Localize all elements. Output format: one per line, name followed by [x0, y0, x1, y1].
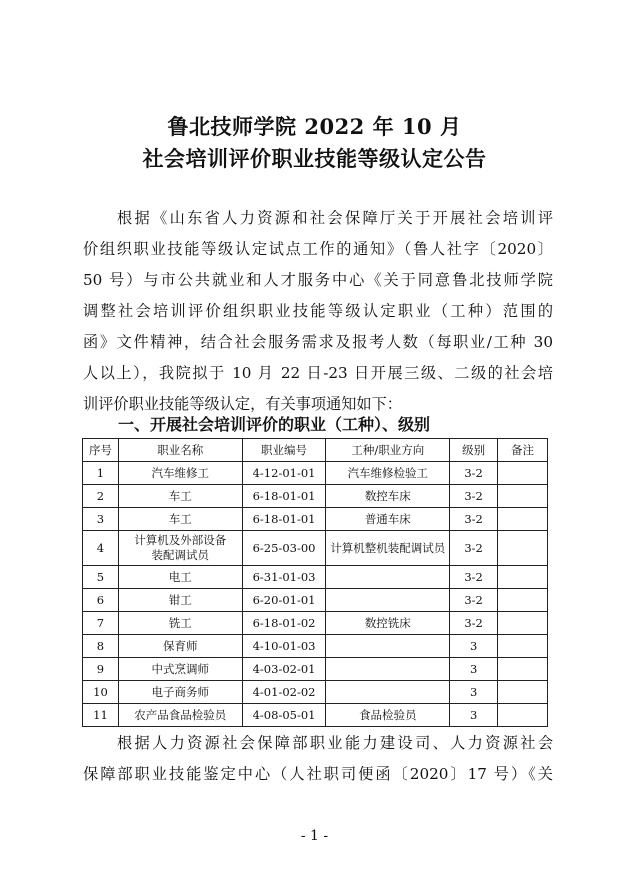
cell-note: [498, 589, 548, 612]
cell-note: [498, 612, 548, 635]
cell-name: [118, 704, 242, 727]
cell-name-line: 电子商务师: [151, 685, 210, 699]
intro-line: 根据《山东省人力资源和社会保障厅关于开展社会培训评: [117, 209, 553, 227]
cell-code: 6-31-01-03: [242, 566, 326, 589]
cell-level: 3-2: [450, 462, 498, 485]
cell-name: [118, 658, 242, 681]
cell-code: 6-20-01-01: [242, 589, 326, 612]
cell-name-line: 汽车维修工: [151, 466, 210, 480]
cell-no: 8: [83, 635, 119, 658]
page-number: - 1 -: [300, 828, 329, 844]
occupation-table: [82, 438, 548, 727]
intro-line: 人以上），我院拟于 10 月 22 日-23 日开展三级、二级的社会培: [83, 364, 553, 382]
cell-level: 3: [450, 681, 498, 704]
cell-name-line: 农产品食品检验员: [134, 708, 227, 722]
cell-name-line: 车工: [168, 489, 192, 503]
table-row: [83, 658, 548, 681]
cell-direction: [326, 681, 450, 704]
intro-line: 函》文件精神，结合社会服务需求及报考人数（每职业/工种 30: [83, 333, 553, 351]
cell-direction: [326, 589, 450, 612]
intro-line: 调整社会培训评价组织职业技能等级认定职业（工种）范围的: [83, 302, 553, 320]
cell-level: 3: [450, 704, 498, 727]
cell-direction: [326, 566, 450, 589]
title-line-1: 鲁北技师学院 2022 年 10 月: [167, 114, 462, 139]
table-row: [83, 485, 548, 508]
cell-no: 10: [83, 681, 119, 704]
cell-name: [118, 508, 242, 531]
header-name: 职业名称: [118, 439, 242, 462]
cell-code: 4-08-05-01: [242, 704, 326, 727]
cell-code: 4-03-02-01: [242, 658, 326, 681]
title-line-2: 社会培训评价职业技能等级认定公告: [142, 146, 487, 171]
cell-level: 3: [450, 658, 498, 681]
table-row: [83, 531, 548, 566]
cell-name: [118, 589, 242, 612]
cell-direction: 食品检验员: [326, 704, 450, 727]
cell-code: 6-25-03-00: [242, 531, 326, 566]
cell-direction: 汽车维修检验工: [326, 462, 450, 485]
cell-code: 6-18-01-01: [242, 508, 326, 531]
cell-name: [118, 681, 242, 704]
intro-line: 价组织职业技能等级认定试点工作的通知》（鲁人社字〔2020〕: [83, 240, 553, 258]
cell-direction: [326, 658, 450, 681]
cell-note: [498, 635, 548, 658]
cell-code: 6-18-01-01: [242, 485, 326, 508]
cell-name-line: 中式烹调师: [151, 662, 210, 676]
cell-note: [498, 704, 548, 727]
cell-direction: 数控铣床: [326, 612, 450, 635]
cell-level: 3-2: [450, 566, 498, 589]
table-row: [83, 462, 548, 485]
intro-line: 训评价职业技能等级认定，有关事项通知如下：: [83, 395, 402, 413]
cell-no: 6: [83, 589, 119, 612]
cell-name-line: 车工: [168, 512, 192, 526]
section-heading: 一、开展社会培训评价的职业（工种）、级别: [118, 415, 431, 434]
cell-name: [118, 485, 242, 508]
header-no: 序号: [83, 439, 119, 462]
cell-direction: 数控车床: [326, 485, 450, 508]
closing-paragraph: [83, 728, 553, 790]
cell-code: 6-18-01-02: [242, 612, 326, 635]
intro-paragraph: [83, 203, 553, 420]
cell-code: 4-12-01-01: [242, 462, 326, 485]
cell-no: 4: [83, 531, 119, 566]
cell-name-line: 保育师: [163, 639, 198, 653]
cell-note: [498, 566, 548, 589]
cell-note: [498, 462, 548, 485]
cell-no: 1: [83, 462, 119, 485]
cell-name: [118, 566, 242, 589]
header-direction: 工种/职业方向: [326, 439, 450, 462]
header-level: 级别: [450, 439, 498, 462]
cell-name-line: 铣工: [168, 616, 192, 630]
cell-name: [118, 635, 242, 658]
cell-direction: 计算机整机装配调试员: [326, 531, 450, 566]
cell-level: 3: [450, 635, 498, 658]
cell-note: [498, 508, 548, 531]
cell-direction: 普通车床: [326, 508, 450, 531]
table-row: [83, 566, 548, 589]
closing-line: 保障部职业技能鉴定中心（人社职司便函〔2020〕17 号）《关: [83, 765, 553, 783]
cell-level: 3-2: [450, 508, 498, 531]
cell-name: [118, 612, 242, 635]
cell-name: [118, 531, 242, 566]
cell-name-line: 钳工: [168, 593, 192, 607]
cell-name: [118, 462, 242, 485]
table-row: [83, 612, 548, 635]
table-row: [83, 681, 548, 704]
table-row: [83, 704, 548, 727]
cell-level: 3-2: [450, 485, 498, 508]
cell-note: [498, 531, 548, 566]
cell-level: 3-2: [450, 531, 498, 566]
header-code: 职业编号: [242, 439, 326, 462]
cell-no: 11: [83, 704, 119, 727]
cell-note: [498, 681, 548, 704]
cell-no: 9: [83, 658, 119, 681]
intro-line: 50 号）与市公共就业和人才服务中心《关于同意鲁北技师学院: [83, 271, 553, 289]
cell-name-line: 计算机及外部设备: [134, 533, 227, 547]
table-row: [83, 589, 548, 612]
cell-no: 2: [83, 485, 119, 508]
header-note: 备注: [498, 439, 548, 462]
table-row: [83, 635, 548, 658]
cell-note: [498, 485, 548, 508]
cell-no: 7: [83, 612, 119, 635]
closing-line: 根据人力资源社会保障部职业能力建设司、人力资源社会: [117, 734, 553, 752]
cell-level: 3-2: [450, 589, 498, 612]
cell-name-line: 装配调试员: [151, 548, 210, 562]
cell-note: [498, 658, 548, 681]
cell-direction: [326, 635, 450, 658]
cell-name-line: 电工: [168, 570, 192, 584]
table-header-row: [83, 439, 548, 462]
cell-no: 3: [83, 508, 119, 531]
cell-no: 5: [83, 566, 119, 589]
table-row: [83, 508, 548, 531]
cell-level: 3-2: [450, 612, 498, 635]
cell-code: 4-10-01-03: [242, 635, 326, 658]
cell-code: 4-01-02-02: [242, 681, 326, 704]
